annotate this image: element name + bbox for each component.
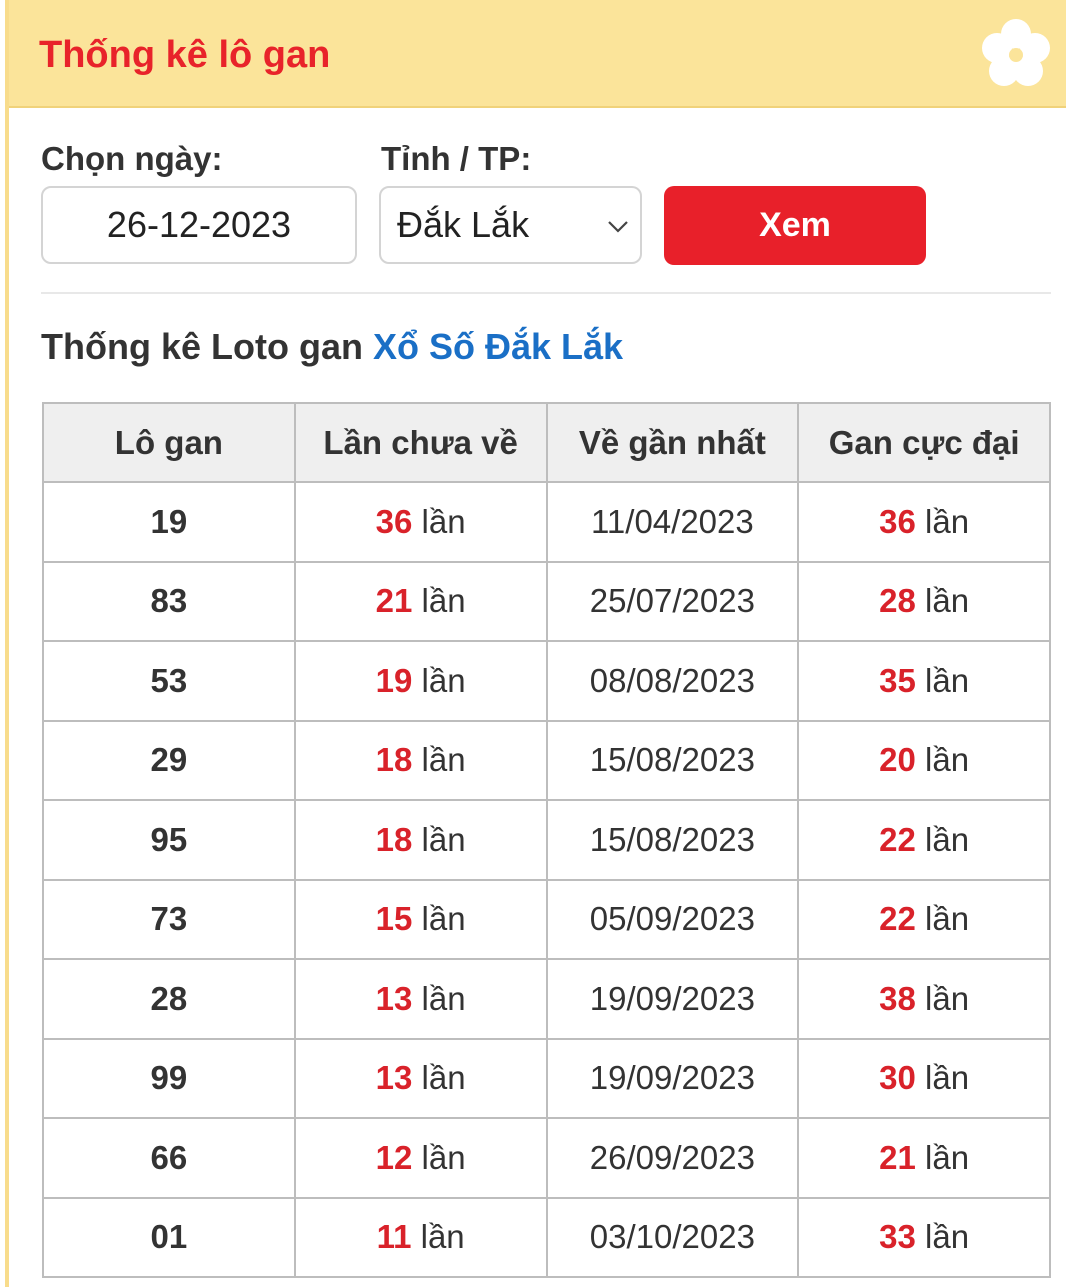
lo-number: 01	[43, 1198, 295, 1278]
lo-number: 19	[43, 482, 295, 562]
lo-number: 95	[43, 800, 295, 880]
max-gap: 28	[879, 582, 916, 620]
missed-count: 13	[375, 1059, 413, 1097]
card-header	[9, 0, 1066, 108]
unit-label: lần	[925, 582, 970, 620]
max-gap: 21	[879, 1138, 916, 1176]
missed-count-cell	[295, 482, 547, 562]
table-row	[43, 800, 1050, 880]
table-row	[43, 1198, 1050, 1278]
table-row	[43, 959, 1050, 1039]
lo-number: 28	[43, 959, 295, 1039]
max-gap: 33	[879, 1218, 916, 1256]
lo-number: 66	[43, 1118, 295, 1198]
unit-label: lần	[925, 661, 970, 699]
column-header: Về gần nhất	[547, 403, 799, 482]
table-row	[43, 880, 1050, 960]
missed-count-cell	[295, 1198, 547, 1278]
max-gap: 22	[879, 820, 916, 858]
divider	[41, 292, 1051, 294]
missed-count: 15	[375, 900, 413, 938]
missed-count: 13	[375, 979, 413, 1017]
table-row	[43, 562, 1050, 642]
max-gap-cell	[798, 1118, 1050, 1198]
last-date[interactable]: 19/09/2023	[547, 1039, 799, 1119]
table-row	[43, 721, 1050, 801]
missed-count: 12	[375, 1138, 413, 1176]
max-gap-cell	[798, 641, 1050, 721]
missed-count-cell	[295, 562, 547, 642]
last-date[interactable]: 19/09/2023	[547, 959, 799, 1039]
lo-number: 73	[43, 880, 295, 960]
unit-label: lần	[925, 820, 970, 858]
missed-count: 21	[375, 582, 413, 620]
unit-label: lần	[421, 582, 466, 620]
missed-count-cell	[295, 641, 547, 721]
max-gap: 38	[879, 979, 916, 1017]
date-label: Chọn ngày:	[41, 140, 223, 177]
missed-count-cell	[295, 880, 547, 960]
unit-label: lần	[925, 1138, 970, 1176]
unit-label: lần	[925, 741, 970, 779]
lo-number: 29	[43, 721, 295, 801]
last-date[interactable]: 26/09/2023	[547, 1118, 799, 1198]
unit-label: lần	[421, 979, 466, 1017]
unit-label: lần	[925, 979, 970, 1017]
last-date[interactable]: 15/08/2023	[547, 721, 799, 801]
unit-label: lần	[925, 502, 970, 540]
unit-label: lần	[420, 1218, 465, 1256]
missed-count: 36	[375, 502, 413, 540]
missed-count-cell	[295, 959, 547, 1039]
lo-gan-card	[5, 0, 1066, 1287]
section-title	[41, 326, 623, 368]
page-title: Thống kê lô gan	[39, 34, 331, 76]
max-gap-cell	[798, 482, 1050, 562]
unit-label: lần	[925, 1218, 970, 1256]
max-gap-cell	[798, 959, 1050, 1039]
max-gap: 20	[879, 741, 916, 779]
max-gap-cell	[798, 1039, 1050, 1119]
unit-label: lần	[421, 820, 466, 858]
province-select[interactable]	[379, 186, 642, 264]
missed-count: 18	[375, 741, 413, 779]
chevron-down-icon	[606, 214, 630, 238]
max-gap-cell	[798, 880, 1050, 960]
missed-count-cell	[295, 1118, 547, 1198]
max-gap-cell	[798, 1198, 1050, 1278]
max-gap-cell	[798, 800, 1050, 880]
missed-count-cell	[295, 800, 547, 880]
province-selected-value: Đắk Lắk	[397, 204, 530, 245]
province-label: Tỉnh / TP:	[381, 140, 532, 177]
table-header-row	[43, 403, 1050, 482]
last-date[interactable]: 25/07/2023	[547, 562, 799, 642]
missed-count: 19	[375, 661, 413, 699]
lo-number: 83	[43, 562, 295, 642]
column-header: Lô gan	[43, 403, 295, 482]
view-button[interactable]: Xem	[664, 186, 926, 265]
lo-number: 99	[43, 1039, 295, 1119]
table-row	[43, 641, 1050, 721]
unit-label: lần	[925, 900, 970, 938]
max-gap: 35	[879, 661, 916, 699]
max-gap: 22	[879, 900, 916, 938]
max-gap: 30	[879, 1059, 916, 1097]
missed-count-cell	[295, 1039, 547, 1119]
flower-icon	[976, 14, 1056, 94]
column-header: Lần chưa về	[295, 403, 547, 482]
unit-label: lần	[925, 1059, 970, 1097]
unit-label: lần	[421, 661, 466, 699]
date-input[interactable]: 26-12-2023	[41, 186, 357, 264]
max-gap-cell	[798, 562, 1050, 642]
section-title-prefix: Thống kê Loto gan	[41, 326, 363, 367]
max-gap: 36	[879, 502, 916, 540]
lottery-link[interactable]: Xổ Số Đắk Lắk	[372, 326, 624, 367]
column-header: Gan cực đại	[798, 403, 1050, 482]
missed-count-cell	[295, 721, 547, 801]
last-date[interactable]: 03/10/2023	[547, 1198, 799, 1278]
table-row	[43, 482, 1050, 562]
lo-number: 53	[43, 641, 295, 721]
max-gap-cell	[798, 721, 1050, 801]
table-row	[43, 1039, 1050, 1119]
last-date[interactable]: 05/09/2023	[547, 880, 799, 960]
unit-label: lần	[421, 741, 466, 779]
unit-label: lần	[421, 1059, 466, 1097]
unit-label: lần	[421, 900, 466, 938]
last-date[interactable]: 11/04/2023	[547, 482, 799, 562]
last-date[interactable]: 08/08/2023	[547, 641, 799, 721]
missed-count: 11	[376, 1218, 412, 1256]
last-date[interactable]: 15/08/2023	[547, 800, 799, 880]
unit-label: lần	[421, 1138, 466, 1176]
missed-count: 18	[375, 820, 413, 858]
unit-label: lần	[421, 502, 466, 540]
table-row	[43, 1118, 1050, 1198]
lo-gan-table	[42, 402, 1051, 1278]
